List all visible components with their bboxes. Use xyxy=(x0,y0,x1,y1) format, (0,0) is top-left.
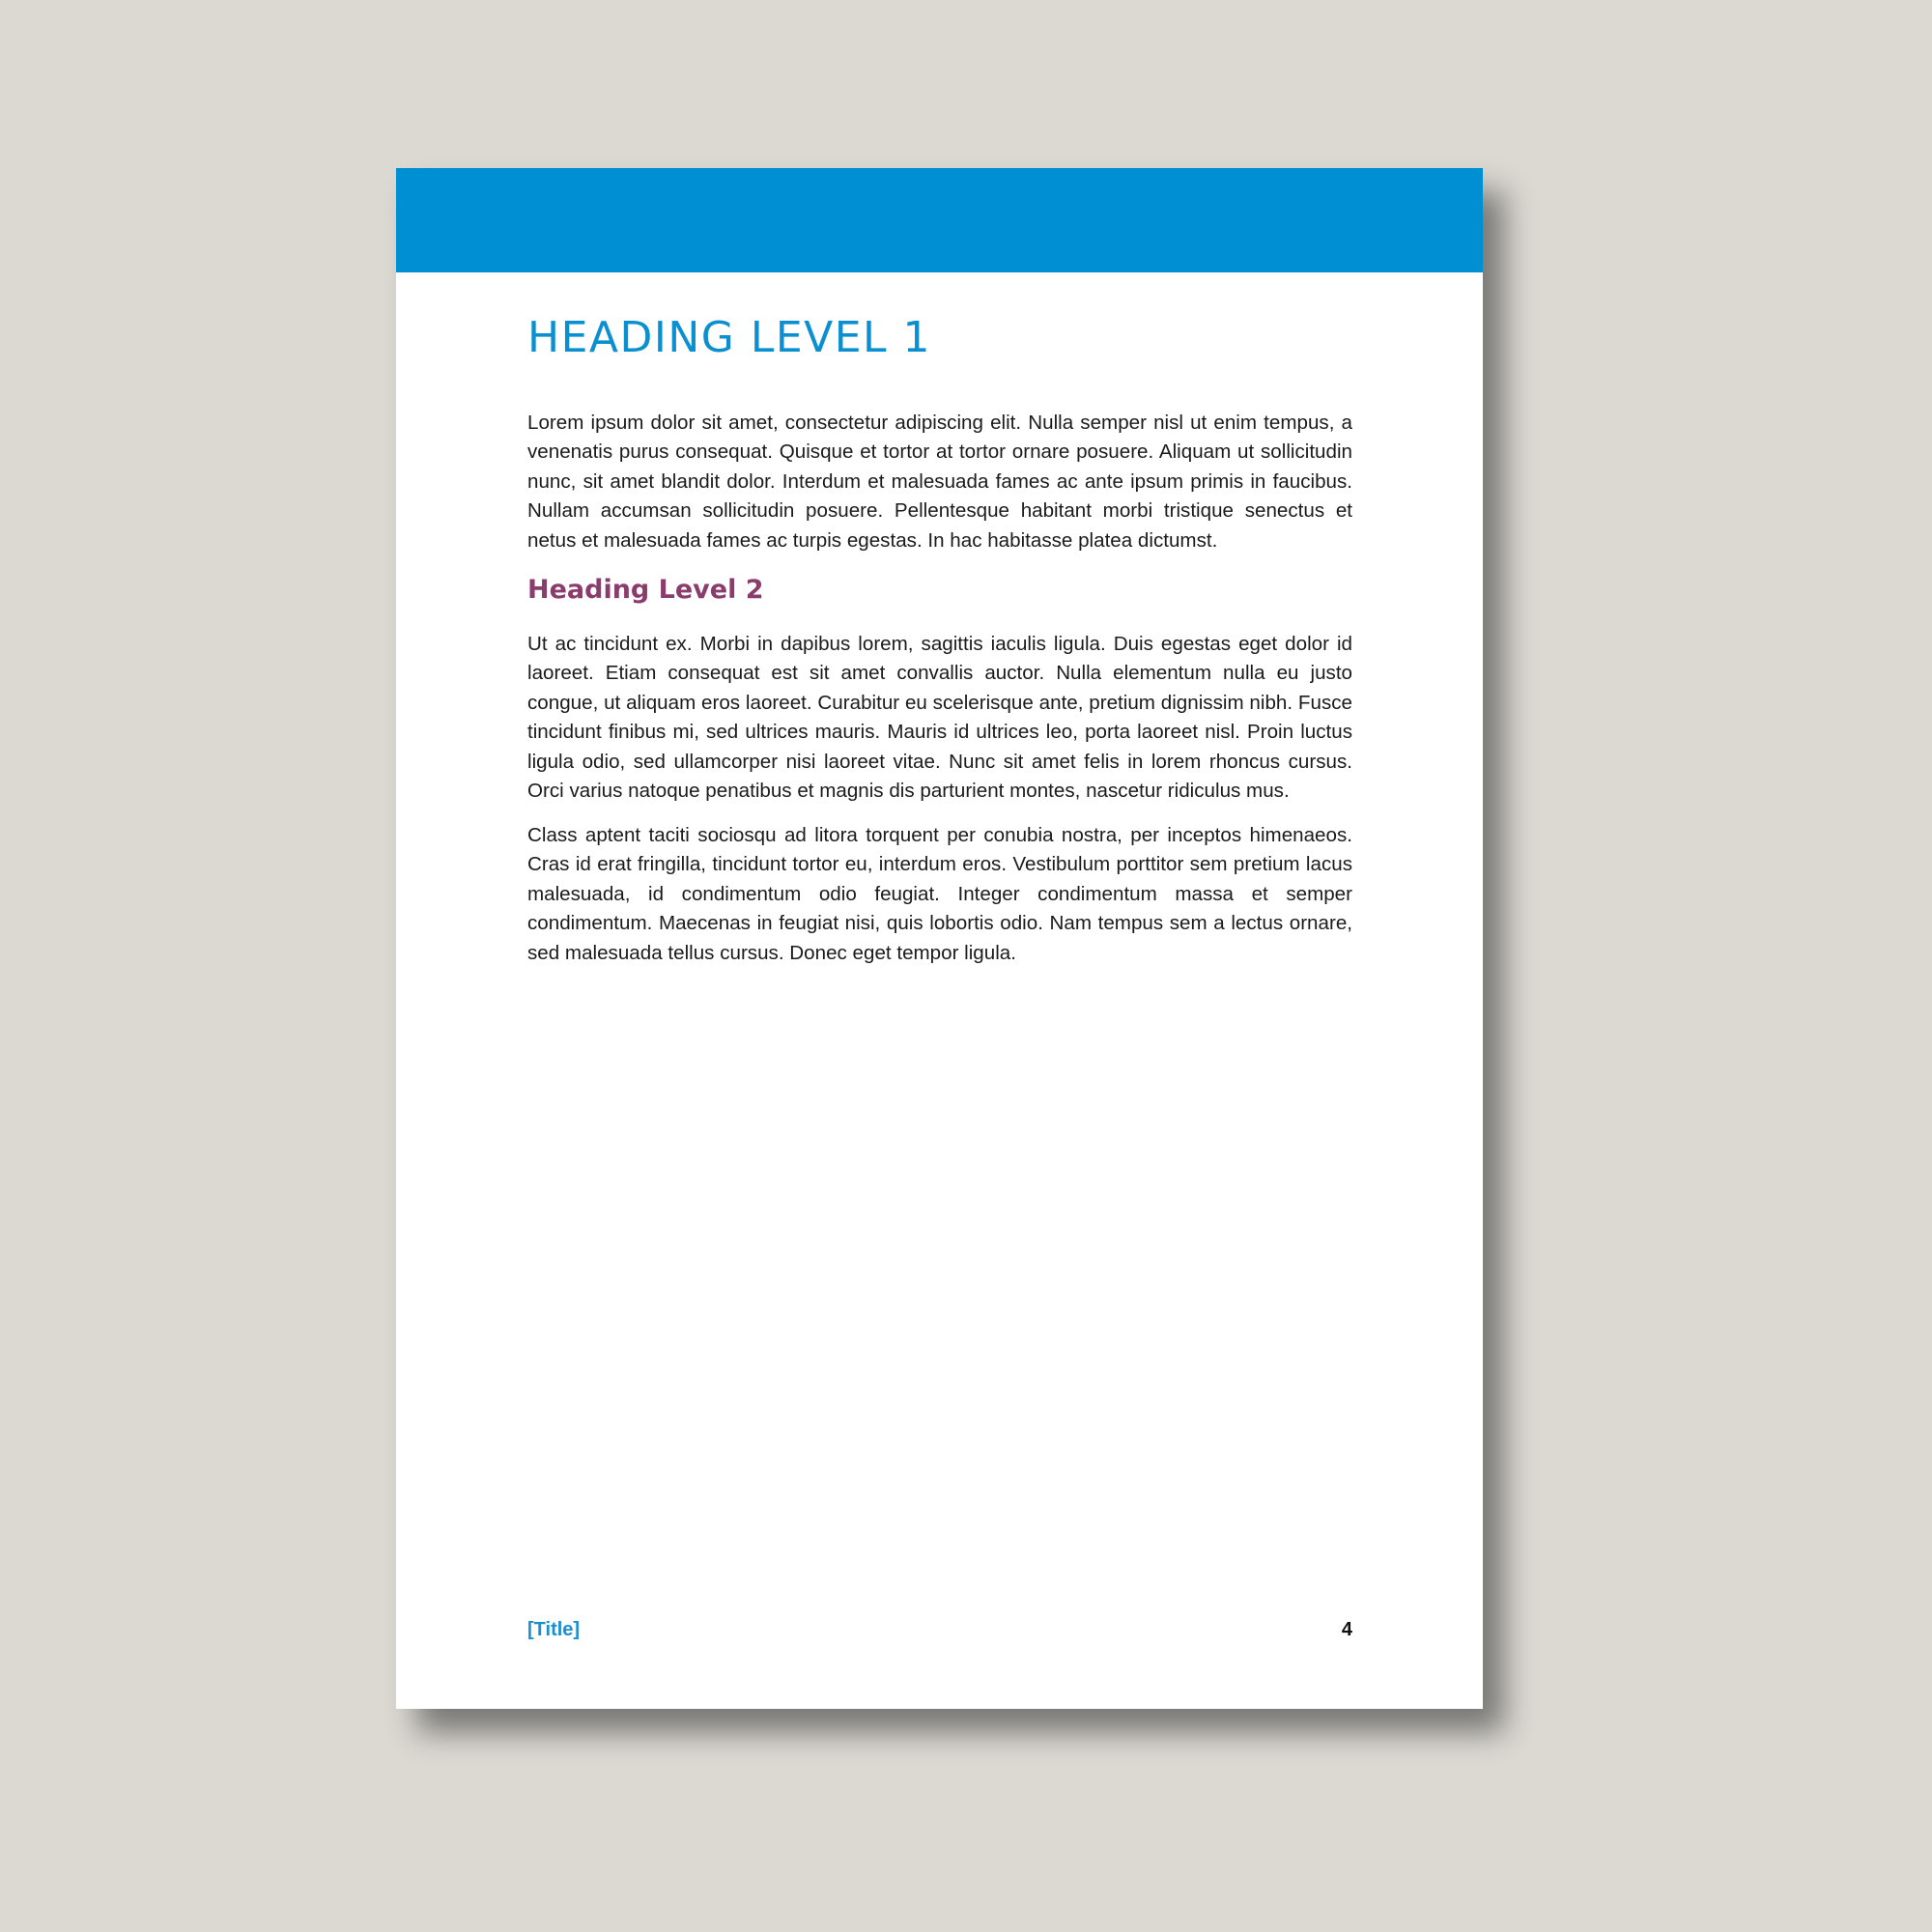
page-footer xyxy=(527,1619,1352,1648)
page-number: 4 xyxy=(1341,1619,1352,1640)
page-content xyxy=(527,313,1352,968)
paragraph-2: Ut ac tincidunt ex. Morbi in dapibus lorem, sagittis iaculis ligula. Duis egestas eget dolor id laoreet. Etiam consequat est sit amet convallis auctor. Nulla elementum nulla eu justo congue, ut aliquam eros laoreet. Curabitur eu scelerisque ante, pretium dignissim nibh. Fusce tincidunt finibus mi, sed ultrices mauris. Mauris id ultrices leo, porta laoreet nisl. Proin luctus ligula odio, sed ullamcorper nisi laoreet vitae. Nunc sit amet felis in lorem rhoncus cursus. Orci varius natoque penatibus et magnis dis parturient montes, nascetur ridiculus mus. xyxy=(527,632,1352,803)
paragraph-3: Class aptent taciti sociosqu ad litora torquent per conubia nostra, per inceptos himenaeos. Cras id erat fringilla, tincidunt tortor eu, interdum eros. Vestibulum porttitor sem pretium lacus malesuada, id condimentum odio feugiat. Integer condimentum massa et semper condimentum. Maecenas in feugiat nisi, quis lobortis odio. Nam tempus sem a lectus ornare, sed malesuada tellus cursus. Donec eget tempor ligula. xyxy=(527,823,1352,964)
footer-title: [Title] xyxy=(527,1619,581,1640)
paragraph-1: Lorem ipsum dolor sit amet, consectetur adipiscing elit. Nulla semper nisl ut enim tempus, a venenatis purus consequat. Quisque et tortor at tortor ornare posuere. Aliquam ut sollicitudin nunc, sit amet blandit dolor. Interdum et malesuada fames ac ante ipsum primis in faucibus. Nullam accumsan sollicitudin posuere. Pellentesque habitant morbi tristique senectus et netus et malesuada fames ac turpis egestas. In hac habitasse platea dictumst. xyxy=(527,411,1352,552)
document-page xyxy=(396,168,1483,1709)
header-color-band xyxy=(396,168,1483,272)
heading-level-2: Heading Level 2 xyxy=(527,575,764,606)
heading-level-1: HEADING LEVEL 1 xyxy=(527,313,932,362)
